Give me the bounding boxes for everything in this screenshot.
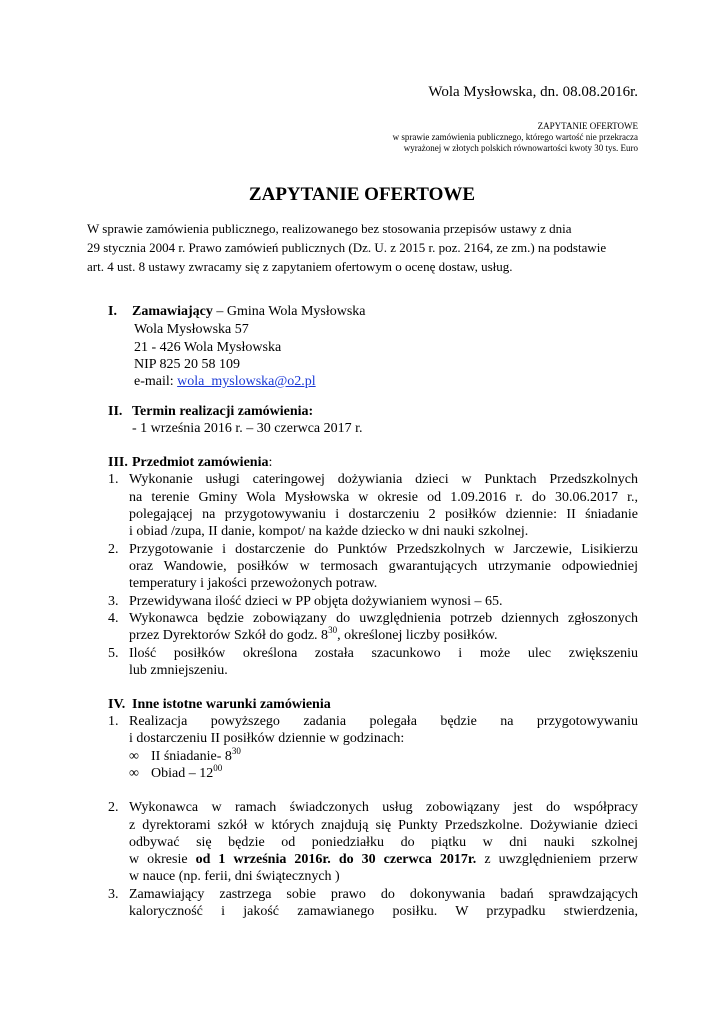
s4-item-2-dates: od 1 września 2016r. do 30 czerwca 2017r. bbox=[195, 852, 477, 867]
address-line: Wola Mysłowska 57 bbox=[134, 322, 249, 337]
section-1-numeral: I. bbox=[108, 304, 117, 319]
s3-item-4-text-end: , określonej liczby posiłków. bbox=[337, 628, 498, 643]
s4-item-2-text-end: z uwzględnieniem przerw bbox=[476, 852, 638, 867]
s3-item-3-line: Przewidywana ilość dzieci w PP objęta dożywianiem wynosi – 65. bbox=[129, 594, 503, 609]
s3-item-1-number: 1. bbox=[108, 472, 119, 487]
s3-item-4-number: 4. bbox=[108, 611, 119, 626]
section-1-heading-bold: Zamawiający bbox=[132, 304, 213, 319]
s3-item-1-line: polegającej na przygotowywaniu i dostarczeniu 2 posiłków dziennie: II śniadanie bbox=[129, 507, 638, 522]
s4-item-2-line bbox=[129, 852, 638, 868]
s4-item-2-number: 2. bbox=[108, 800, 119, 815]
section-3-heading-bold: Przedmiot zamówienia bbox=[132, 455, 269, 470]
email-line bbox=[134, 374, 316, 390]
s3-item-2-line: oraz Wandowie, posiłków w termosach gwarantujących utrzymanie odpowiedniej bbox=[129, 559, 638, 574]
s3-item-1-line: Wykonanie usługi cateringowej dożywiania dzieci w Punktach Przedszkolnych bbox=[129, 472, 638, 487]
section-3-numeral: III. bbox=[108, 455, 128, 470]
meal-breakfast-sup: 30 bbox=[231, 746, 241, 756]
s3-item-3-number: 3. bbox=[108, 594, 119, 609]
s3-item-4-line: Wykonawca będzie zobowiązany do uwzględnienia potrzeb dziennych zgłoszonych bbox=[129, 611, 638, 626]
s3-item-4-sup: 30 bbox=[328, 625, 338, 635]
s3-item-2-number: 2. bbox=[108, 542, 119, 557]
postal-line: 21 - 426 Wola Mysłowska bbox=[134, 340, 282, 355]
s3-item-5-line: Ilość posiłków określona została szacunkowo i może ulec zwiększeniu bbox=[129, 646, 638, 661]
s4-item-1-line: i dostarczeniu II posiłków dziennie w godzinach: bbox=[129, 731, 405, 746]
meal-breakfast bbox=[151, 746, 241, 765]
meal-breakfast-text: II śniadanie- 8 bbox=[151, 749, 232, 764]
s3-item-4-line bbox=[129, 625, 498, 644]
s3-item-5-line: lub zmniejszeniu. bbox=[129, 663, 228, 678]
meal-lunch bbox=[151, 763, 223, 782]
s3-item-4-text: przez Dyrektorów Szkół do godz. 8 bbox=[129, 628, 329, 643]
s4-item-2-line: w nauce (np. ferii, dni świątecznych ) bbox=[129, 869, 340, 884]
bullet-infinity-icon: ∞ bbox=[129, 749, 139, 764]
section-2-numeral: II. bbox=[108, 404, 123, 419]
s4-item-3-line: Zamawiający zastrzega sobie prawo do dokonywania badań sprawdzających bbox=[129, 887, 638, 902]
s4-item-1-line: Realizacja powyższego zadania polegała będzie na przygotowywaniu bbox=[129, 714, 638, 729]
s3-item-2-line: Przygotowanie i dostarczenie do Punktów Przedszkolnych w Jarczewie, Lisikierzu bbox=[129, 542, 638, 557]
section-3-heading bbox=[132, 455, 272, 471]
meal-lunch-text: Obiad – 12 bbox=[151, 766, 214, 781]
email-label: e-mail: bbox=[134, 374, 178, 389]
s3-item-5-number: 5. bbox=[108, 646, 119, 661]
section-3-heading-colon: : bbox=[268, 455, 273, 470]
bullet-infinity-icon: ∞ bbox=[129, 766, 139, 781]
s3-item-1-line: i obiad /zupa, II danie, kompot/ na każde dziecko w dni nauki szkolnej. bbox=[129, 524, 529, 539]
section-4-heading: Inne istotne warunki zamówienia bbox=[132, 697, 331, 712]
header-small-title: ZAPYTANIE OFERTOWE bbox=[537, 121, 638, 131]
document-title: ZAPYTANIE OFERTOWE bbox=[248, 184, 476, 205]
intro-line-2: 29 stycznia 2004 r. Prawo zamówień publicznych (Dz. U. z 2015 r. poz. 2164, ze zm.) na podstawie bbox=[87, 240, 607, 255]
s4-item-3-number: 3. bbox=[108, 887, 119, 902]
nip-line: NIP 825 20 58 109 bbox=[134, 357, 241, 372]
header-small-line-2: wyrażonej w złotych polskich równowartości kwoty 30 tys. Euro bbox=[403, 143, 638, 153]
place-date: Wola Mysłowska, dn. 08.08.2016r. bbox=[428, 84, 638, 100]
intro-line-3: art. 4 ust. 8 ustawy zwracamy się z zapytaniem ofertowym o ocenę dostaw, usług. bbox=[87, 259, 513, 274]
section-4-numeral: IV. bbox=[108, 697, 126, 712]
term-line: - 1 września 2016 r. – 30 czerwca 2017 r. bbox=[132, 421, 363, 436]
s4-item-3-line: kaloryczność i jakość zamawianego posiłku. W przypadku stwierdzenia, bbox=[129, 904, 638, 919]
section-1-heading bbox=[132, 304, 366, 320]
s4-item-2-text: w okresie bbox=[129, 852, 196, 867]
section-2-heading: Termin realizacji zamówienia: bbox=[132, 404, 314, 419]
intro-line-1: W sprawie zamówienia publicznego, realizowanego bez stosowania przepisów ustawy z dnia bbox=[87, 221, 572, 236]
email-link[interactable]: wola_myslowska@o2.pl bbox=[177, 374, 316, 389]
s4-item-2-line: odbywać się będzie od poniedziałku do piątku w dni nauki szkolnej bbox=[129, 835, 638, 850]
s3-item-1-line: na terenie Gminy Wola Mysłowska w okresie od 1.09.2016 r. do 30.06.2017 r., bbox=[129, 490, 638, 505]
s4-item-2-line: z dyrektorami szkół w których znajdują się Punkty Przedszkolne. Dożywianie dzieci bbox=[129, 818, 638, 833]
s4-item-2-line: Wykonawca w ramach świadczonych usług zobowiązany jest do współpracy bbox=[129, 800, 638, 815]
s4-item-1-number: 1. bbox=[108, 714, 119, 729]
s3-item-2-line: temperatury i jakości przewożonych potraw. bbox=[129, 576, 378, 591]
meal-lunch-sup: 00 bbox=[213, 763, 223, 773]
section-1-heading-rest: – Gmina Wola Mysłowska bbox=[212, 304, 366, 319]
header-small-line-1: w sprawie zamówienia publicznego, którego wartość nie przekracza bbox=[392, 132, 638, 142]
